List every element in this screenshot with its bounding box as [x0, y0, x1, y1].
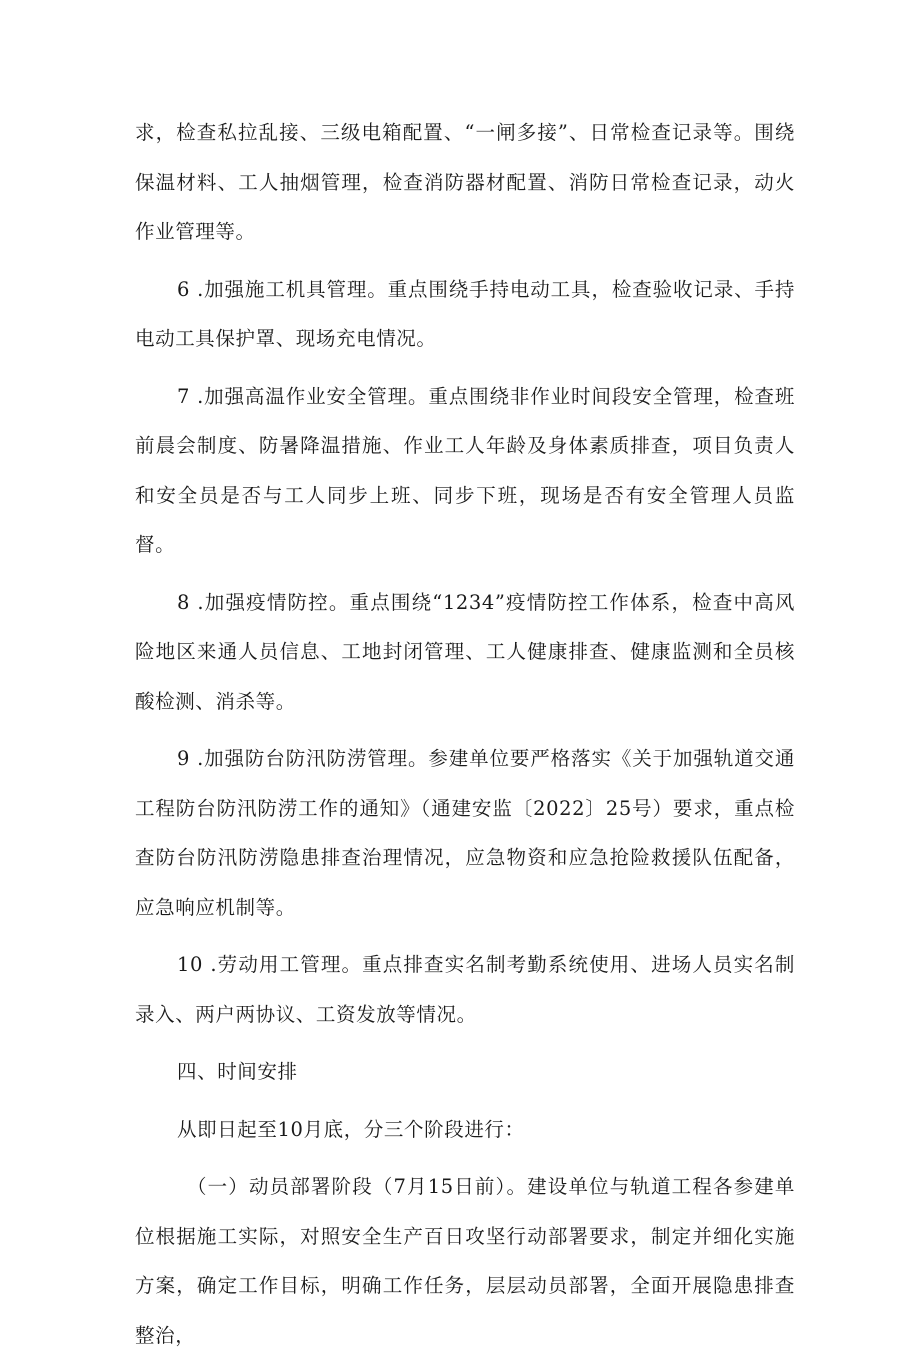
paragraph-item-10: 10 .劳动用工管理。重点排查实名制考勤系统使用、进场人员实名制录入、两户两协议、工资发放等情况。 — [135, 953, 795, 1026]
paragraph-item-7: 7 .加强高温作业安全管理。重点围绕非作业时间段安全管理，检查班前晨会制度、防暑降温措施、作业工人年龄及身体素质排查，项目负责人和安全员是否与工人同步上班、同步下班，现场是否有安全管理人员监督。 — [135, 384, 795, 556]
paragraph-stage-1: （一）动员部署阶段（7月15日前）。建设单位与轨道工程各参建单位根据施工实际，对照安全生产百日攻坚行动部署要求，制定并细化实施方案，确定工作目标，明确工作任务，层层动员部署，全面开展隐患排查整治， — [135, 1175, 795, 1347]
section-heading-time-schedule: 四、时间安排 — [177, 1060, 298, 1083]
paragraph-continuation-electric-fire: 求，检查私拉乱接、三级电箱配置、“一闸多接”、日常检查记录等。围绕保温材料、工人抽烟管理，检查消防器材配置、消防日常检查记录，动火作业管理等。 — [135, 121, 795, 243]
paragraph-item-8: 8 .加强疫情防控。重点围绕“1234”疫情防控工作体系，检查中高风险地区来通人员信息、工地封闭管理、工人健康排查、健康监测和全员核酸检测、消杀等。 — [135, 590, 795, 713]
paragraph-section-4-intro: 从即日起至10月底，分三个阶段进行： — [177, 1117, 525, 1141]
document-body — [135, 108, 795, 1368]
paragraph-item-9: 9 .加强防台防汛防涝管理。参建单位要严格落实《关于加强轨道交通工程防台防汛防涝工作的通知》（通建安监〔2022〕25号）要求，重点检查防台防汛防涝隐患排查治理情况，应急物资和应急抢险救援队伍配备，应急响应机制等。 — [135, 747, 795, 919]
paragraph-item-6: 6 .加强施工机具管理。重点围绕手持电动工具，检查验收记录、手持电动工具保护罩、现场充电情况。 — [135, 277, 795, 350]
